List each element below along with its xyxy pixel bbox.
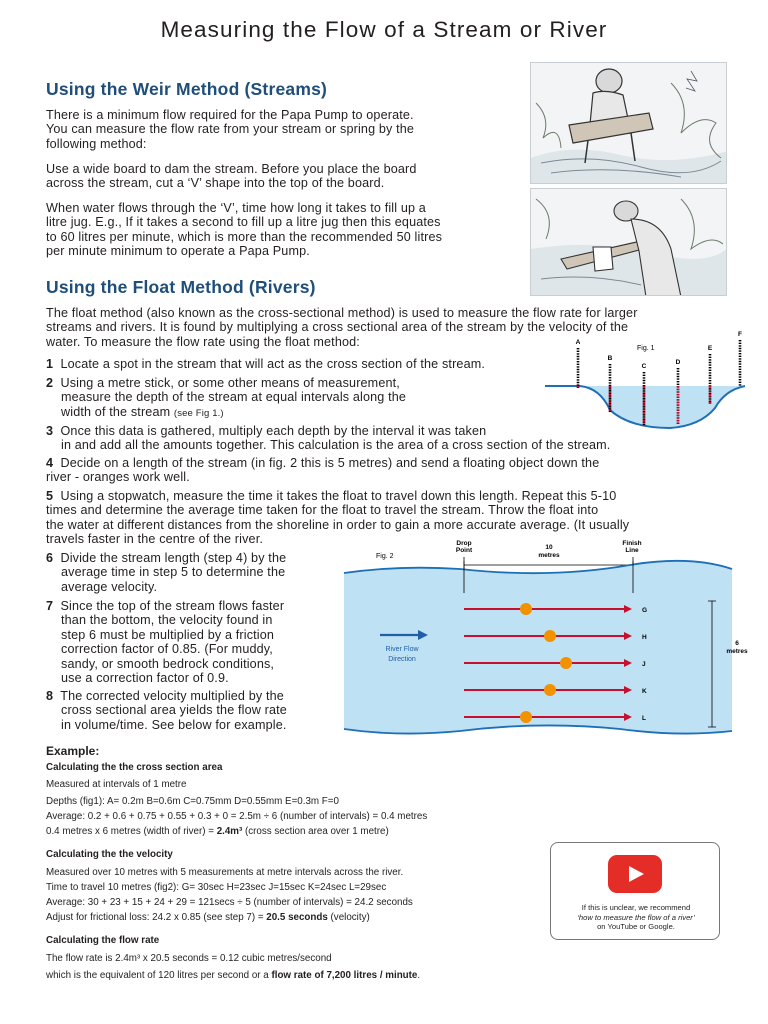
float-marker xyxy=(520,603,532,615)
figure-reference: (see Fig 1.) xyxy=(173,407,224,419)
text-line: travels faster in the centre of the river. xyxy=(46,532,263,547)
figure-1-cross-section xyxy=(540,328,750,434)
stick-label-f: F xyxy=(738,331,742,338)
text-line: Locate a spot in the stream that will act as the cross section of the stream. xyxy=(60,357,486,371)
float-marker xyxy=(560,657,572,669)
text-line: Using a metre stick, or some other means of measurement, xyxy=(60,376,400,390)
stick-label-e: E xyxy=(707,345,713,352)
text-line: Decide on a length of the stream (in fig. 2 this is 5 metres) and send a floating object down the xyxy=(60,456,600,470)
youtube-play-icon[interactable] xyxy=(608,855,662,893)
text-line: Measured over 10 metres with 5 measurements at metre intervals across the river. xyxy=(46,867,404,878)
step-2 xyxy=(46,376,486,421)
step-8 xyxy=(46,689,346,732)
figure-2-river-plan xyxy=(340,535,760,740)
text-line: The float method (also known as the cross-sectional method) is used to measure the flow rate for larger xyxy=(46,306,638,320)
text-line: Time to travel 10 metres (fig2): G= 30sec H=23sec J=15sec K=24sec L=29sec xyxy=(46,882,387,893)
step-number: 3 xyxy=(46,424,54,438)
youtube-recommendation-card[interactable] xyxy=(550,842,720,940)
area-subheading: Calculating the the cross section area xyxy=(46,762,223,773)
text-line: step 6 must be multiplied by a friction xyxy=(61,627,275,642)
text-span: (velocity) xyxy=(327,912,370,923)
text-line: Divide the stream length (step 4) by the xyxy=(60,551,287,565)
velocity-result-line xyxy=(46,911,566,924)
example-area-block xyxy=(46,761,566,838)
youtube-card-text xyxy=(555,903,717,932)
drop-point-label-1: Drop xyxy=(456,540,472,547)
float-marker xyxy=(544,630,556,642)
text-line: use a correction factor of 0.9. xyxy=(61,671,229,686)
lane-label-k: K xyxy=(642,688,647,695)
text-line: times and determine the average time taken for the float to travel the stream. Throw the float into xyxy=(46,503,599,518)
example-heading: Example: xyxy=(46,744,100,758)
flow-result: flow rate of 7,200 litres / minute xyxy=(271,970,418,981)
text-line: width of the stream xyxy=(61,404,171,419)
step-number: 4 xyxy=(46,456,54,470)
text-line: When water flows through the ‘V’, time how long it takes to fill up a xyxy=(46,201,426,215)
text-line: sandy, or smooth bedrock conditions, xyxy=(61,656,275,671)
text-line: to 60 litres per minute, which is more than the recommended 50 litres xyxy=(46,229,443,244)
text-line: average velocity. xyxy=(61,579,158,594)
text-line: Once this data is gathered, multiply each depth by the interval it was taken xyxy=(60,424,487,438)
text-line: Using a stopwatch, measure the time it takes the float to travel down this length. Repeat this 5-10 xyxy=(60,489,617,503)
text-line: The corrected velocity multiplied by the xyxy=(60,689,284,703)
weir-board-illustration xyxy=(530,62,727,184)
step-4 xyxy=(46,456,736,485)
flow-direction-label-1: River Flow xyxy=(385,646,419,653)
text-line: Average: 30 + 23 + 15 + 24 + 29 = 121secs ÷ 5 (number of intervals) = 24.2 seconds xyxy=(46,897,413,908)
text-line: correction factor of 0.85. (For muddy, xyxy=(61,642,273,657)
text-span: which is the equivalent of 120 litres per second or a xyxy=(46,970,272,981)
text-line: Since the top of the stream flows faster xyxy=(60,599,285,613)
text-line: water. To measure the flow rate using the float method: xyxy=(46,334,360,349)
finish-line-label-1: Finish xyxy=(622,540,642,547)
text-line: than the bottom, the velocity found in xyxy=(61,613,273,628)
weir-paragraph-2 xyxy=(46,162,516,191)
example-velocity-block xyxy=(46,848,566,924)
drop-point-label-2: Point xyxy=(455,547,473,554)
step-7 xyxy=(46,599,346,685)
area-result: 2.4m³ xyxy=(216,826,243,837)
width-label-1: 6 xyxy=(735,640,739,647)
text-span: . xyxy=(417,970,421,981)
video-title: ‘how to measure the flow of a river’ xyxy=(577,912,695,922)
step-6 xyxy=(46,551,346,594)
stick-label-a: A xyxy=(575,339,581,346)
flow-subheading: Calculating the flow rate xyxy=(46,935,160,946)
flow-direction-label-2: Direction xyxy=(388,656,416,663)
text-line: on YouTube or Google. xyxy=(597,922,675,932)
weir-paragraph-3 xyxy=(46,201,526,259)
text-line: per minute minimum to operate a Papa Pump. xyxy=(46,244,310,259)
weir-paragraph-1 xyxy=(46,108,516,151)
text-line: the water at different distances from the shoreline in order to gain a more accurate average. (It usually xyxy=(46,517,630,532)
length-label-1: 10 xyxy=(545,544,553,551)
text-line: in and add all the amounts together. This calculation is the area of a cross section of the stream. xyxy=(61,438,611,453)
area-result-line xyxy=(46,825,566,838)
text-span: 0.4 metres x 6 metres (width of river) = xyxy=(46,826,217,837)
lane-label-j: J xyxy=(642,661,646,668)
text-span: (cross section area over 1 metre) xyxy=(242,826,389,837)
lane-label-h: H xyxy=(642,634,647,641)
float-marker xyxy=(544,684,556,696)
page-title: Measuring the Flow of a Stream or River xyxy=(160,17,608,42)
step-number: 1 xyxy=(46,357,54,371)
width-label-2: metres xyxy=(726,648,748,655)
text-line: streams and rivers. It is found by multiplying a cross sectional area of the stream by the velocity of the xyxy=(46,320,629,335)
text-line: You can measure the flow rate from your stream or spring by the xyxy=(46,122,415,137)
text-line: litre jug. E.g., If it takes a second to fill up a litre jug then this equates xyxy=(46,215,441,230)
text-line: following method: xyxy=(46,136,147,151)
step-number: 6 xyxy=(46,551,54,565)
text-line: The flow rate is 2.4m³ x 20.5 seconds = 0.12 cubic metres/second xyxy=(46,953,332,964)
text-line: in volume/time. See below for example. xyxy=(61,717,287,732)
text-line: There is a minimum flow required for the Papa Pump to operate. xyxy=(46,108,414,122)
velocity-result: 20.5 seconds xyxy=(266,912,328,923)
text-line: cross sectional area yields the flow rate xyxy=(61,703,287,718)
step-number: 7 xyxy=(46,599,54,613)
text-line: If this is unclear, we recommend xyxy=(581,903,691,912)
text-span: Adjust for frictional loss: 24.2 x 0.85 (see step 7) = xyxy=(46,912,267,923)
fig1-caption: Fig. 1 xyxy=(637,345,655,352)
float-heading: Using the Float Method (Rivers) xyxy=(46,277,316,297)
float-marker xyxy=(520,711,532,723)
lane-label-g: G xyxy=(642,607,648,614)
text-line: river - oranges work well. xyxy=(46,470,190,485)
text-line: measure the depth of the stream at equal intervals along the xyxy=(61,390,407,405)
text-line: Use a wide board to dam the stream. Before you place the board xyxy=(46,162,417,176)
example-flow-block xyxy=(46,934,606,982)
weir-jug-illustration xyxy=(530,188,727,296)
stick-label-b: B xyxy=(607,355,613,362)
text-line: Average: 0.2 + 0.6 + 0.75 + 0.55 + 0.3 + 0 = 2.5m ÷ 6 (number of intervals) = 0.4 metres xyxy=(46,811,428,822)
stick-label-c: C xyxy=(641,363,647,370)
velocity-subheading: Calculating the the velocity xyxy=(46,849,173,860)
length-label-2: metres xyxy=(538,552,560,559)
text-line: Measured at intervals of 1 metre xyxy=(46,779,187,790)
lane-label-l: L xyxy=(642,715,646,722)
finish-line-label-2: Line xyxy=(625,547,639,554)
text-line: average time in step 5 to determine the xyxy=(61,565,286,580)
weir-heading: Using the Weir Method (Streams) xyxy=(46,79,328,99)
step-number: 8 xyxy=(46,689,54,703)
fig2-caption: Fig. 2 xyxy=(376,553,394,560)
stick-label-d: D xyxy=(675,359,681,366)
flow-result-line xyxy=(46,969,606,982)
text-line: Depths (fig1): A= 0.2m B=0.6m C=0.75mm D=0.55mm E=0.3m F=0 xyxy=(46,796,339,807)
text-line: across the stream, cut a ‘V’ shape into the top of the board. xyxy=(46,176,385,191)
step-number: 2 xyxy=(46,376,54,390)
step-number: 5 xyxy=(46,489,54,503)
step-1 xyxy=(46,357,566,371)
